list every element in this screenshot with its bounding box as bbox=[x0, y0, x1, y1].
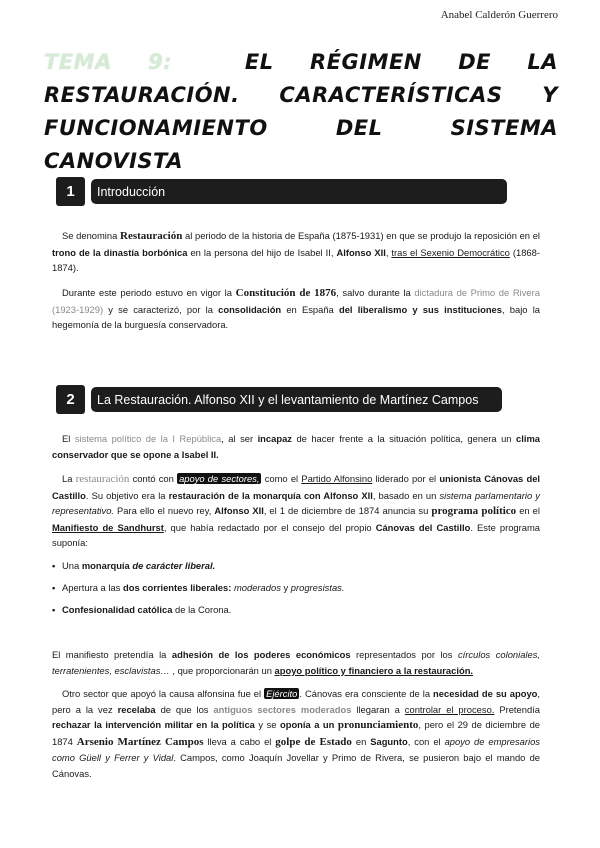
author-name: Anabel Calderón Guerrero bbox=[440, 9, 558, 21]
title-line1: EL RÉGIMEN DE LA bbox=[244, 50, 558, 74]
title-line2: RESTAURACIÓN. CARACTERÍSTICAS Y bbox=[44, 83, 558, 107]
section-1-header bbox=[56, 178, 507, 205]
title-tema: TEMA 9: bbox=[44, 50, 173, 74]
section-2-paragraph-3: El manifiesto pretendía la adhesión de los poderes económicos representados por los círculos coloniales, terratenientes, esclavistas… , que proporcionarán un apoyo político y financiero a la restauración. bbox=[52, 649, 541, 676]
section-2-paragraph-1: El sistema político de la I República, al ser incapaz de hacer frente a la situación política, genera un clima conservador que se opone a Isabel II. bbox=[52, 433, 540, 460]
section-1-paragraph-1: Se denomina Restauración al periodo de la historia de España (1875-1931) en que se produjo la reposición en el trono de la dinastía borbónica en la persona del hijo de Isabel II, Alfonso XII, tras el Sexenio Democrático (1868-1874). bbox=[52, 230, 540, 273]
bullet-item-2: • Apertura a las dos corrientes liberales: moderados y progresistas. bbox=[52, 582, 345, 593]
bullet-item-1: • Una monarquía de carácter liberal. bbox=[52, 560, 216, 571]
section-1-title: Introducción bbox=[91, 179, 507, 204]
page-title bbox=[44, 46, 558, 178]
section-2-title: La Restauración. Alfonso XII y el levantamiento de Martínez Campos bbox=[91, 387, 502, 412]
section-1-paragraph-2: Durante este periodo estuvo en vigor la Constitución de 1876, salvo durante la dictadura de Primo de Rivera (1923-1929) y se caracterizó, por la consolidación en España del liberalismo y sus instituciones, bajo la hegemonía de la burguesía conservadora. bbox=[52, 287, 540, 330]
section-2-number: 2 bbox=[56, 385, 85, 414]
section-2-paragraph-2: La restauración contó con apoyo de sectores, como el Partido Alfonsino liderado por el unionista Cánovas del Castillo. Su objetivo era la restauración de la monarquía con Alfonso XII, basado en un sistema parlamentario y representativo. Para ello el nuevo rey, Alfonso XII, el 1 de diciembre de 1874 anuncia su programa político en el Manifiesto de Sandhurst, que había redactado por el consejo del propio Cánovas del Castillo. Este programa suponía: bbox=[52, 473, 541, 548]
bullet-item-3: • Confesionalidad católica de la Corona. bbox=[52, 604, 232, 615]
section-1-number: 1 bbox=[56, 177, 85, 206]
section-2-paragraph-4: Otro sector que apoyó la causa alfonsina fue el Ejército . Cánovas era consciente de la necesidad de su apoyo, pero a la vez recelaba de que los antiguos sectores moderados llegaran a controlar el proceso. Pretendía rechazar la intervención militar en la política y se oponía a un pronunciamiento, pero el 29 de diciembre de 1874 Arsenio Martínez Campos lleva a cabo el golpe de Estado en Sagunto, con el apoyo de empresarios como Güell y Ferrer y Vidal. Campos, como Joaquín Jovellar y Primo de Rivera, se pusieron bajo el mando de Cánovas. bbox=[52, 688, 541, 779]
section-2-header bbox=[56, 386, 502, 413]
title-line3: FUNCIONAMIENTO DEL SISTEMA CANOVISTA bbox=[44, 116, 558, 173]
